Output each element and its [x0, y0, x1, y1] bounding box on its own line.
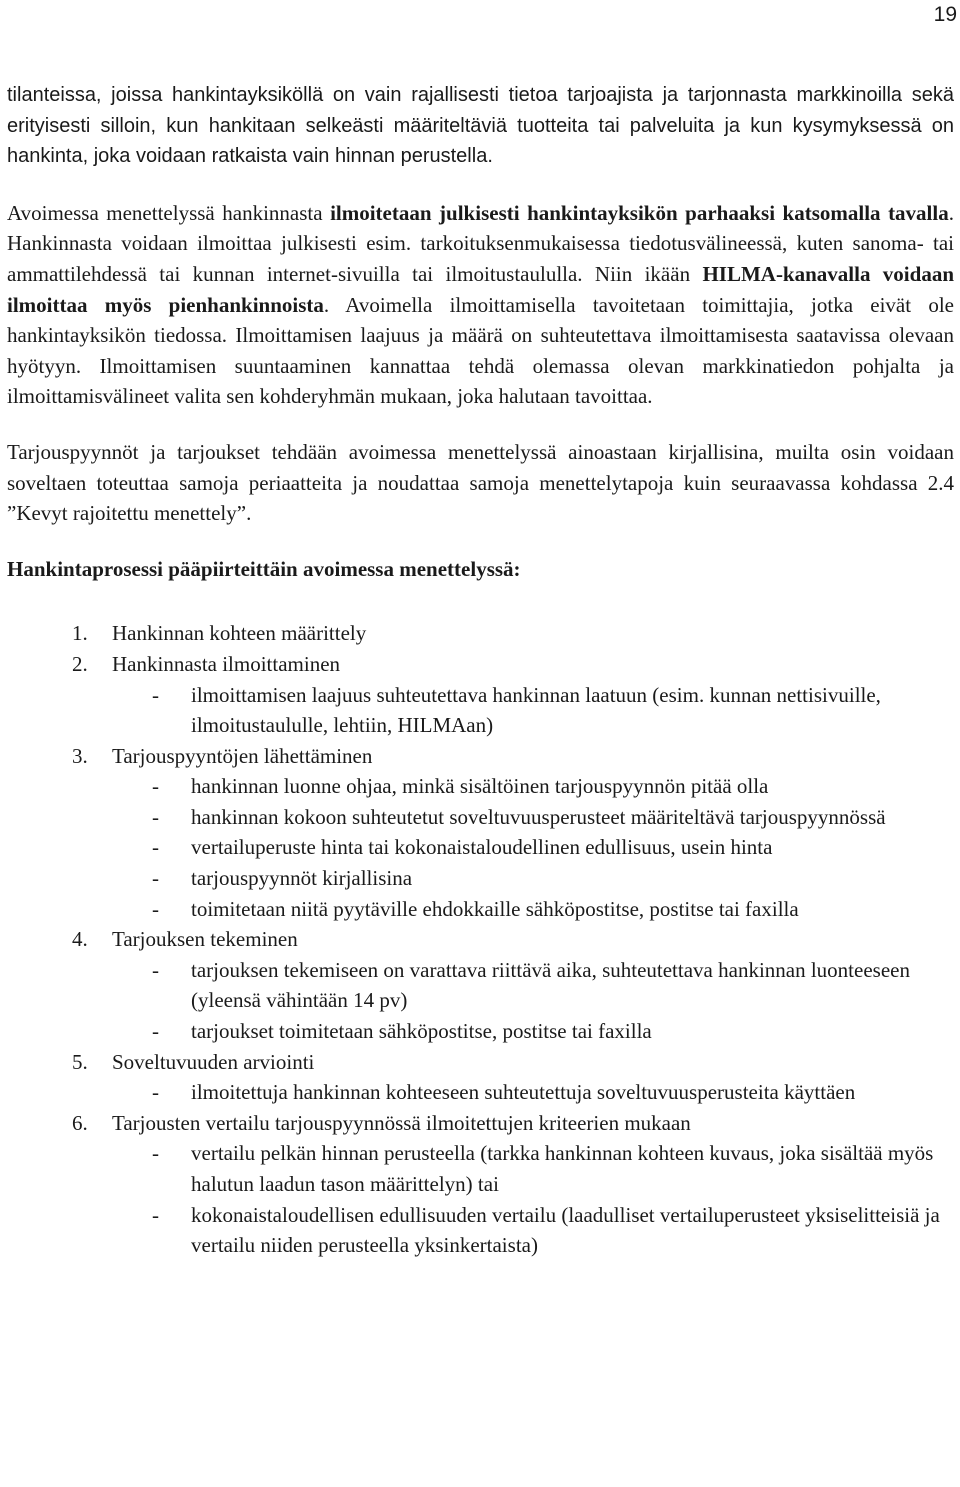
- dash-bullet: -: [152, 957, 159, 982]
- substep-item: [7, 1200, 954, 1261]
- paragraph-intro: tilanteissa, joissa hankintayksiköllä on vain rajallisesti tietoa tarjoajista ja tarjonnasta markkinoilla sekä erityisesti silloin, kun hankitaan selkeästi määriteltäviä tuotteita tai palveluita ja kun kysymyksessä on hankinta, joka voidaan ratkaista vain hinnan perustella.: [7, 84, 954, 168]
- step-number: 2.: [72, 651, 88, 676]
- dash-bullet: -: [152, 1141, 159, 1166]
- substep-item: [7, 771, 954, 802]
- substep-list: [112, 955, 954, 1047]
- substep-text: hankinnan kokoon suhteutetut soveltuvuusperusteet määriteltävä tarjouspyynnössä: [191, 804, 886, 829]
- substep-text: tarjouspyynnöt kirjallisina: [191, 866, 413, 891]
- step-number: 3.: [72, 743, 88, 768]
- dash-bullet: -: [152, 896, 159, 921]
- step-number: 6.: [72, 1110, 88, 1135]
- substep-item: [7, 802, 954, 833]
- process-step: [7, 741, 954, 925]
- substep-item: [7, 1016, 954, 1047]
- bold-text: HILMA-kanavalla voidaan ilmoittaa myös pienhankinnoista: [7, 261, 955, 317]
- substep-text: vertailu pelkän hinnan perusteella (tarkka hankinnan kohteen kuvaus, joka sisältää myös halutun laadun tason määrittelyn) tai: [191, 1141, 934, 1196]
- substep-text: ilmoitettuja hankinnan kohteeseen suhteutettuja soveltuvuusperusteita käyttäen: [191, 1080, 856, 1105]
- dash-bullet: -: [152, 804, 159, 829]
- process-step: [7, 618, 954, 649]
- page-content: [7, 80, 954, 1261]
- bold-text: ilmoitetaan julkisesti hankintayksikön parhaaksi katsomalla tavalla: [330, 200, 949, 225]
- page-number: 19: [933, 3, 957, 26]
- substep-item: [7, 955, 954, 1016]
- dash-bullet: -: [152, 774, 159, 799]
- step-number: 5.: [72, 1049, 88, 1074]
- substep-item: [7, 832, 954, 863]
- dash-bullet: -: [152, 1202, 159, 1227]
- dash-bullet: -: [152, 1080, 159, 1105]
- step-title: Tarjousten vertailu tarjouspyynnössä ilmoitettujen kriteerien mukaan: [112, 1110, 691, 1135]
- paragraph-announcement: [7, 198, 954, 412]
- process-step: [7, 1047, 954, 1108]
- substep-text: tarjouksen tekemiseen on varattava riittävä aika, suhteutettava hankinnan luonteeseen (yleensä vähintään 14 pv): [191, 957, 910, 1013]
- process-step: [7, 924, 954, 1046]
- process-step: [7, 1108, 954, 1261]
- substep-text: ilmoittamisen laajuus suhteutettava hankinnan laatuun (esim. kunnan nettisivuille, ilmoitustaululle, lehtiin, HILMAan): [191, 682, 881, 738]
- step-title: Hankinnan kohteen määrittely: [112, 621, 367, 646]
- substep-item: [7, 1138, 954, 1199]
- dash-bullet: -: [152, 682, 159, 707]
- substep-item: [7, 680, 954, 741]
- text-run: . Hankinnasta voidaan ilmoittaa julkisesti esim. tarkoituksenmukaisessa tiedotusvälineessä, kuten sanoma- tai ammattilehdessä tai kunnan internet-sivuilla tai ilmoitustaululla. Niin ikään: [7, 200, 954, 286]
- substep-text: hankinnan luonne ohjaa, minkä sisältöinen tarjouspyynnön pitää olla: [191, 774, 769, 799]
- process-steps-list: [7, 618, 954, 1260]
- substep-text: toimitetaan niitä pyytäville ehdokkaille sähköpostitse, postitse tai faxilla: [191, 896, 799, 921]
- process-step: [7, 649, 954, 741]
- paragraph-tenders: Tarjouspyynnöt ja tarjoukset tehdään avoimessa menettelyssä ainoastaan kirjallisina, muilta osin voidaan soveltaen toteuttaa samoja periaatteita ja noudattaa samoja menettelytapoja kuin seuraavassa kohdassa 2.4 ”Kevyt rajoitettu menettely”.: [7, 439, 954, 526]
- step-title: Tarjouksen tekeminen: [112, 927, 298, 952]
- text-run: Avoimessa menettelyssä hankinnasta: [7, 200, 331, 225]
- substep-item: [7, 863, 954, 894]
- substep-item: [7, 1077, 954, 1108]
- substep-list: [112, 1077, 954, 1108]
- step-title: Soveltuvuuden arviointi: [112, 1049, 315, 1074]
- substep-text: tarjoukset toimitetaan sähköpostitse, postitse tai faxilla: [191, 1019, 652, 1044]
- substep-text: kokonaistaloudellisen edullisuuden vertailu (laadulliset vertailuperusteet yksiselitteisiä ja vertailu niiden perusteella yksinkertaista): [191, 1202, 940, 1258]
- step-number: 4.: [72, 927, 88, 952]
- substep-list: [112, 771, 954, 924]
- substep-text: vertailuperuste hinta tai kokonaistaloudellinen edullisuus, usein hinta: [191, 835, 773, 860]
- step-title: Hankinnasta ilmoittaminen: [112, 651, 341, 676]
- step-title: Tarjouspyyntöjen lähettäminen: [112, 743, 373, 768]
- dash-bullet: -: [152, 866, 159, 891]
- step-number: 1.: [72, 621, 88, 646]
- section-heading: Hankintaprosessi pääpiirteittäin avoimessa menettelyssä:: [7, 556, 521, 581]
- substep-list: [112, 680, 954, 741]
- substep-list: [112, 1138, 954, 1260]
- dash-bullet: -: [152, 1019, 159, 1044]
- dash-bullet: -: [152, 835, 159, 860]
- text-run: . Avoimella ilmoittamisella tavoitetaan toimittajia, jotka eivät ole hankintayksikön tiedossa. Ilmoittamisen laajuus ja määrä on suhteutettava ilmoittamisesta saatavissa olevaan hyötyyn. Ilmoittamisen suuntaaminen kannattaa tehdä olemassa olevan markkinatiedon pohjalta ja ilmoittamisvälineet valita sen kohderyhmän mukaan, joka halutaan tavoittaa.: [7, 292, 954, 409]
- substep-item: [7, 894, 954, 925]
